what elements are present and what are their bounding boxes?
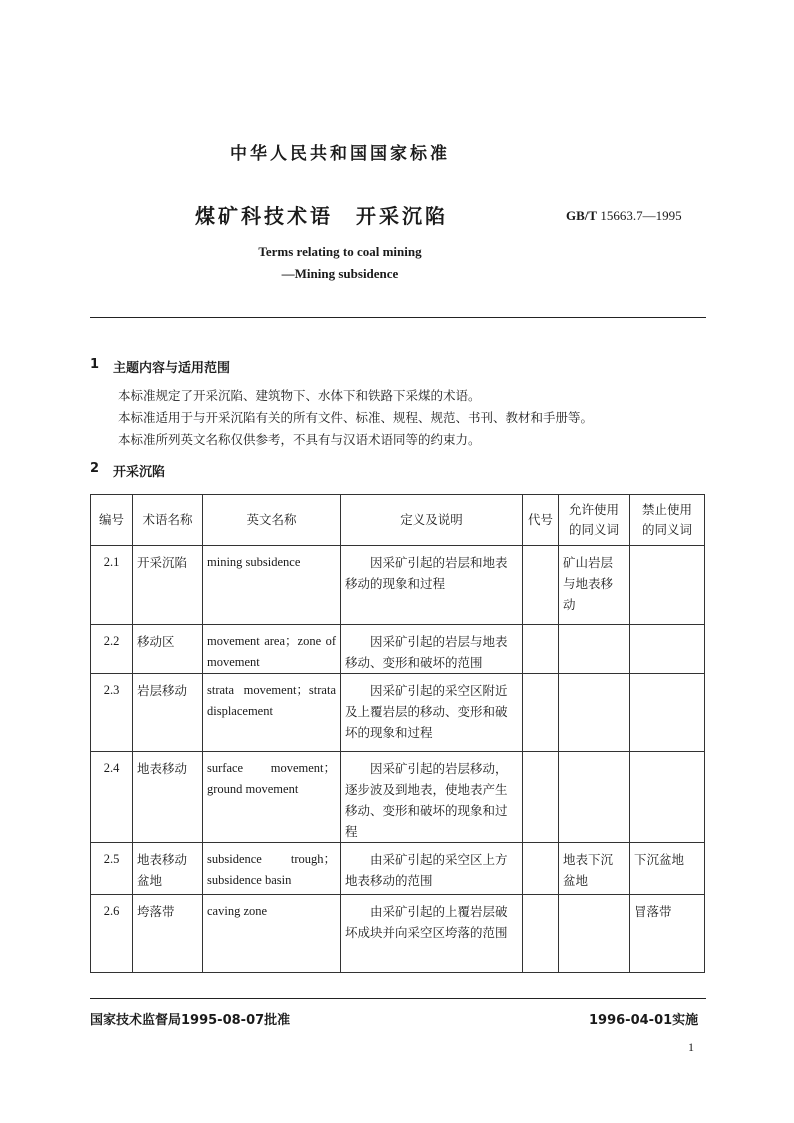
- cell-code: [523, 843, 559, 895]
- table-row: [91, 674, 705, 752]
- cell-forbidden: [630, 752, 705, 843]
- cell-term: 垮落带: [133, 895, 203, 973]
- cell-allowed: 地表下沉盆地: [559, 843, 630, 895]
- cell-english: mining subsidence: [203, 546, 341, 625]
- table-header-row: [91, 495, 705, 546]
- cell-allowed: [559, 674, 630, 752]
- cell-code: [523, 546, 559, 625]
- cell-definition: 因采矿引起的采空区附近及上覆岩层的移动、变形和破坏的现象和过程: [341, 674, 523, 752]
- standard-title-en-line1: Terms relating to coal mining: [258, 244, 422, 259]
- cell-english: caving zone: [203, 895, 341, 973]
- cell-english: movement area；zone of movement: [203, 625, 341, 674]
- standard-title-cn: 煤矿科技术语 开采沉陷: [195, 204, 448, 228]
- cell-no: 2.3: [91, 674, 133, 752]
- section2-heading: 开采沉陷: [113, 465, 166, 480]
- cell-forbidden: 冒落带: [630, 895, 705, 973]
- cell-definition: 由采矿引起的上覆岩层破坏成块并向采空区垮落的范围: [341, 895, 523, 973]
- header-divider: [90, 317, 706, 318]
- cell-no: 2.5: [91, 843, 133, 895]
- cell-definition: 由采矿引起的采空区上方地表移动的范围: [341, 843, 523, 895]
- table-row: [91, 625, 705, 674]
- cell-code: [523, 674, 559, 752]
- cell-allowed: 矿山岩层与地表移动: [559, 546, 630, 625]
- section1-paragraph-1: 本标准规定了开采沉陷、建筑物下、水体下和铁路下采煤的术语。: [118, 388, 481, 403]
- standard-prefix: GB/T: [566, 208, 598, 223]
- header-allowed-line2: 的同义词: [568, 522, 619, 537]
- cell-forbidden: [630, 546, 705, 625]
- approval-date: 国家技术监督局1995-08-07批准: [90, 1013, 291, 1028]
- cell-allowed: [559, 625, 630, 674]
- header-forbidden-line1: 禁止使用: [641, 502, 692, 517]
- header-no: 编号: [91, 495, 133, 546]
- header-forbidden: [630, 495, 705, 546]
- standard-title-en-line2: —Mining subsidence: [281, 266, 399, 281]
- section1-heading: 主题内容与适用范围: [113, 361, 231, 376]
- section1-paragraph-2: 本标准适用于与开采沉陷有关的所有文件、标准、规程、规范、书刊、教材和手册等。: [118, 410, 594, 425]
- table-row: [91, 843, 705, 895]
- cell-definition: 因采矿引起的岩层和地表移动的现象和过程: [341, 546, 523, 625]
- section2-number: 2: [90, 461, 100, 476]
- table-row: [91, 752, 705, 843]
- cell-forbidden: [630, 674, 705, 752]
- header-allowed: [559, 495, 630, 546]
- standard-number: [566, 208, 682, 224]
- cell-term: 开采沉陷: [133, 546, 203, 625]
- header-forbidden-line2: 的同义词: [641, 522, 692, 537]
- cell-term: 地表移动盆地: [133, 843, 203, 895]
- terms-table: [90, 494, 705, 973]
- section1-number: 1: [90, 357, 100, 372]
- table-row: [91, 895, 705, 973]
- cell-english: surface movement；ground movement: [203, 752, 341, 843]
- cell-forbidden: 下沉盆地: [630, 843, 705, 895]
- cell-no: 2.1: [91, 546, 133, 625]
- header-allowed-line1: 允许使用: [568, 502, 619, 517]
- header-definition: 定义及说明: [341, 495, 523, 546]
- cell-code: [523, 752, 559, 843]
- header-code: 代号: [523, 495, 559, 546]
- cell-allowed: [559, 752, 630, 843]
- header-english: 英文名称: [203, 495, 341, 546]
- cell-term: 移动区: [133, 625, 203, 674]
- cell-definition: 因采矿引起的岩层移动，逐步波及到地表，使地表产生移动、变形和破坏的现象和过程: [341, 752, 523, 843]
- cell-code: [523, 625, 559, 674]
- cell-forbidden: [630, 625, 705, 674]
- cell-allowed: [559, 895, 630, 973]
- cell-english: subsidence trough；subsidence basin: [203, 843, 341, 895]
- header-term: 术语名称: [133, 495, 203, 546]
- cell-term: 岩层移动: [133, 674, 203, 752]
- footer-divider: [90, 998, 706, 999]
- implementation-date: 1996-04-01实施: [589, 1013, 699, 1028]
- national-standard-heading: 中华人民共和国国家标准: [230, 144, 450, 164]
- standard-code: 15663.7—1995: [600, 208, 682, 223]
- cell-definition: 因采矿引起的岩层与地表移动、变形和破坏的范围: [341, 625, 523, 674]
- page-number: 1: [688, 1040, 694, 1054]
- cell-no: 2.4: [91, 752, 133, 843]
- cell-term: 地表移动: [133, 752, 203, 843]
- cell-no: 2.2: [91, 625, 133, 674]
- cell-code: [523, 895, 559, 973]
- cell-no: 2.6: [91, 895, 133, 973]
- cell-english: strata movement；strata displacement: [203, 674, 341, 752]
- table-row: [91, 546, 705, 625]
- section1-paragraph-3: 本标准所列英文名称仅供参考，不具有与汉语术语同等的约束力。: [118, 432, 481, 447]
